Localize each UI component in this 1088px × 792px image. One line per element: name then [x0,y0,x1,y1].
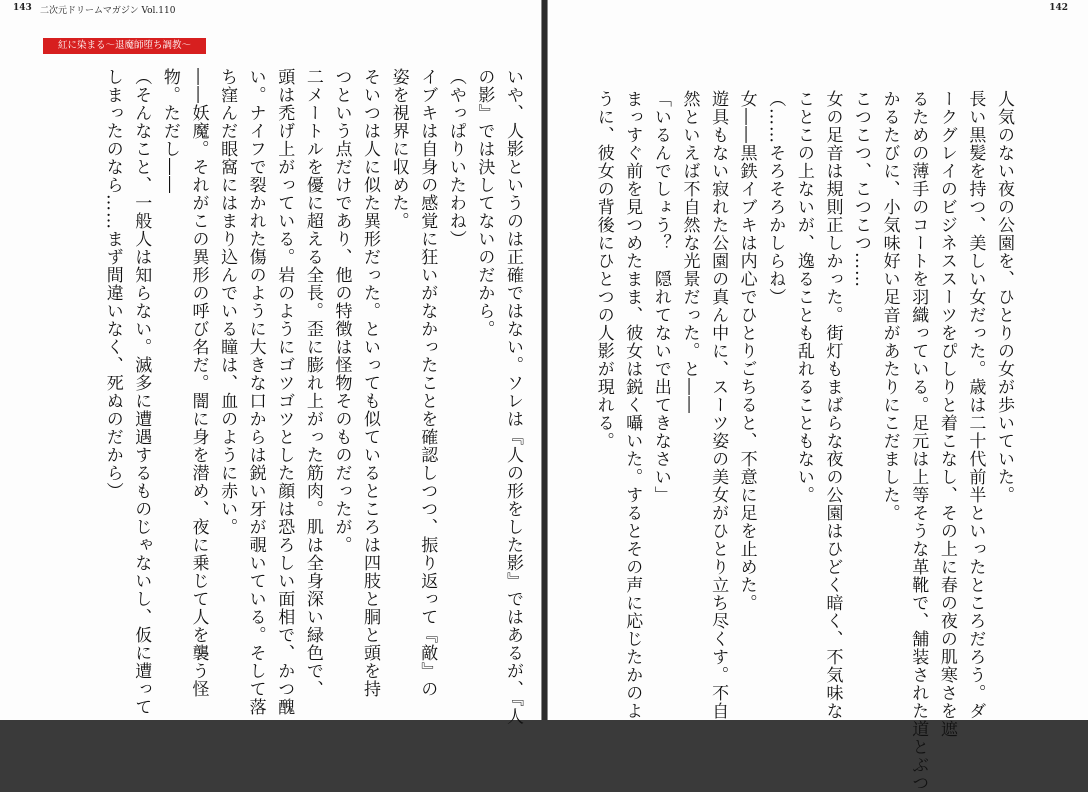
text-line: 遊具もない寂れた公園の真ん中に、スーツ姿の美女がひとり立ち尽くす。不自 [708,90,729,720]
text-line: （……そろそろかしらね） [765,90,786,306]
text-line: ークグレイのビジネススーツをぴしりと着こなし、その上に春の夜の肌寒さを遮 [936,90,957,738]
page-number: 142 [1049,3,1068,13]
story-title-banner: 紅に染まる～退魔師堕ち調教～ [43,38,206,54]
text-line: つという点だけであり、他の特徴は怪物そのものだったが。 [331,68,352,554]
text-line: 「いるんでしょう？ 隠れてないで出てきなさい」 [650,90,671,504]
text-line: ことこの上ないが、逸ることも乱れることもない。 [793,90,814,504]
text-line: 姿を視界に収めた。 [388,68,409,230]
text-line: うに、彼女の背後にひとつの人影が現れる。 [593,90,614,450]
text-line: 長い黒髪を持つ、美しい女だった。歳は二十代前半といったところだろう。ダ [965,90,986,720]
text-line: ち窪んだ眼窩にはまり込んでいる瞳は、血のように赤い。 [217,68,238,536]
text-line: るための薄手のコートを羽織っている。足元は上等そうな革靴で、舗装された道とぶつ [908,90,929,792]
text-line: かるたびに、小気味好い足音があたりにこだました。 [879,90,900,522]
text-line: イブキは自身の感覚に狂いがなかったことを確認しつつ、振り返って『敵』の [417,68,438,698]
text-line: 二メートルを優に超える全長。歪に膨れ上がった筋肉。肌は全身深い緑色で、 [302,68,323,698]
text-line: い。ナイフで裂かれた傷のように大きな口からは鋭い牙が覗いている。そして落 [245,68,266,716]
text-line: の影』では決してないのだから。 [474,68,495,338]
text-line: （やっぱりいたわね） [445,68,466,248]
right-body-text [593,90,1018,792]
text-line: 女の足音は規則正しかった。街灯もまばらな夜の公園はひどく暗く、不気味な [822,90,843,720]
text-line: 頭は禿げ上がっている。岩のようにゴツゴツとした顔は恐ろしい面相で、かつ醜 [274,68,295,716]
text-line: 人気のない夜の公園を、ひとりの女が歩いていた。 [994,90,1014,504]
text-line: 然といえば不自然な光景だった。と―― [679,90,700,414]
text-line: そいつは人に似た異形だった。といっても似ているところは四肢と胴と頭を持 [360,68,381,698]
text-line: ――妖魔。それがこの異形の呼び名だ。闇に身を潜め、夜に乗じて人を襲う怪 [188,68,209,698]
left-page [0,0,542,726]
right-page [547,0,1088,792]
text-line: 物。ただし―― [159,68,180,194]
left-body-text [77,68,527,726]
text-line: （そんなこと、一般人は知らない。滅多に遭遇するものじゃないし、仮に遭って [131,68,152,716]
text-line: まっすぐ前を見つめたまま、彼女は鋭く囁いた。するとその声に応じたかのよ [622,90,643,720]
text-line: 女――黒鉄イブキは内心でひとりごちると、不意に足を止めた。 [736,90,757,612]
text-line: こつこつ、こつこつ…… [851,90,872,288]
text-line: しまったのなら……まず間違いなく、死ぬのだから） [102,68,123,500]
page-number: 143 [13,3,32,13]
running-head: 二次元ドリームマガジン Vol.110 [40,6,176,16]
text-line: いや、人影というのは正確ではない。ソレは『人の形をした影』ではあるが、『人 [503,68,523,726]
